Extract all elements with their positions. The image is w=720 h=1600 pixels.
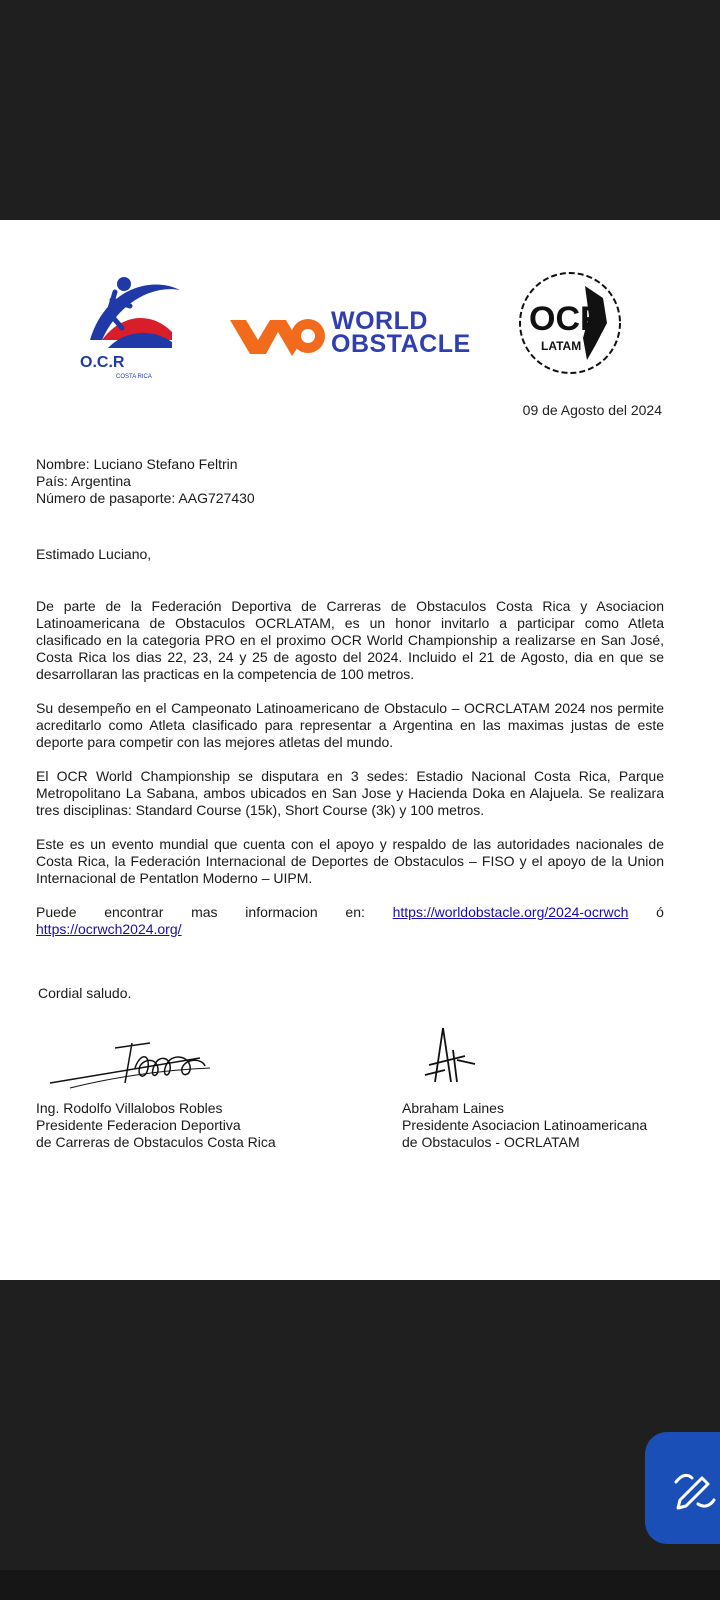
edit-fab-button[interactable] [645,1432,720,1544]
signer2-name: Abraham Laines [402,1100,504,1116]
recipient-name: Nombre: Luciano Stefano Feltrin [36,456,238,472]
info-word: informacion [245,904,318,920]
signer2-title: Presidente Asociacion Latinoamericana [402,1117,648,1133]
more-info-line [36,904,664,921]
paragraph-invitation: De parte de la Federación Deportiva de Carreras de Obstaculos Costa Rica y Asociacion Latinoamericana de Obstaculos OCRLATAM, es un honor invitarlo a participar como Atleta clasificado en la categoria PRO en el proximo OCR World Championship a realizarse en San José, Costa Rica los dias 22, 23, 24 y 25 de agosto del 2024. Incluido el 21 de Agosto, dia en que se desarrollaran las practicas en la competencia de 100 metros. [36,598,664,682]
ocr-latam-logo-text: OCR [529,300,605,338]
signature-villalobos [40,1028,220,1098]
paragraph-venues: El OCR World Championship se disputara en 3 sedes: Estadio Nacional Costa Rica, Parque Metropolitano La Sabana, ambos ubicados en San Jose y Hacienda Doka en Alajuela. Se realizara tres disciplinas: Standard Course (15k), Short Course (3k) y 100 metros. [36,768,664,818]
document-page [0,220,720,1280]
ocr-cr-logo-subtext: COSTA RICA [116,374,152,380]
edit-pen-icon [672,1464,718,1510]
signer2-title-cont: de Obstaculos - OCRLATAM [402,1134,580,1150]
paragraph-support: Este es un evento mundial que cuenta con el apoyo y respaldo de las autoridades nacionales de Costa Rica, la Federación Internacional de Deportes de Obstaculos – FISO y el apoyo de la Union Internacional de Pentatlon Moderno – UIPM. [36,836,664,886]
recipient-block [36,456,255,507]
info-word: mas [191,904,218,920]
info-word: encontrar [104,904,164,920]
worldobstacle-link[interactable]: https://worldobstacle.org/2024-ocrwch [392,904,629,920]
wordmark-line2: OBSTACLE [331,330,471,358]
ocr-costa-rica-logo [60,270,185,380]
ocr-latam-logo [515,268,625,378]
world-obstacle-logo [228,307,478,370]
letterhead [0,220,720,380]
ocr-cr-logo-text: O.C.R [80,354,125,371]
recipient-country: País: Argentina [36,473,131,489]
paragraph-performance: Su desempeño en el Campeonato Latinoamericano de Obstaculo – OCRCLATAM 2024 nos permite acreditarlo como Atleta clasificado para representar a Argentina en las maximas justas de este deporte para competir con las mejores atletas del mundo. [36,700,664,750]
signer1-name: Ing. Rodolfo Villalobos Robles [36,1100,223,1116]
ocrwch2024-link[interactable]: https://ocrwch2024.org/ [36,921,182,937]
more-info [36,904,664,938]
signer1-title-cont: de Carreras de Obstaculos Costa Rica [36,1134,276,1150]
info-word: Puede [36,904,77,920]
letter-date: 09 de Agosto del 2024 [522,402,662,418]
top-dark-area [0,0,720,220]
ocr-latam-logo-subtext: LATAM [541,339,582,353]
signer1-title: Presidente Federacion Deportiva [36,1117,241,1133]
system-nav-strip [0,1570,720,1600]
info-word: en: [345,904,365,920]
signer-block-1 [36,1100,276,1151]
signer-block-2 [402,1100,647,1151]
recipient-passport: Número de pasaporte: AAG727430 [36,490,255,506]
bottom-dark-area [0,1280,720,1600]
wordmark-line1: WORLD [331,307,428,335]
info-or: ó [656,904,664,920]
world-obstacle-wordmark [331,307,481,358]
signature-laines [405,1020,485,1090]
closing: Cordial saludo. [38,985,132,1001]
letter-body [36,598,664,938]
greeting: Estimado Luciano, [36,546,152,562]
